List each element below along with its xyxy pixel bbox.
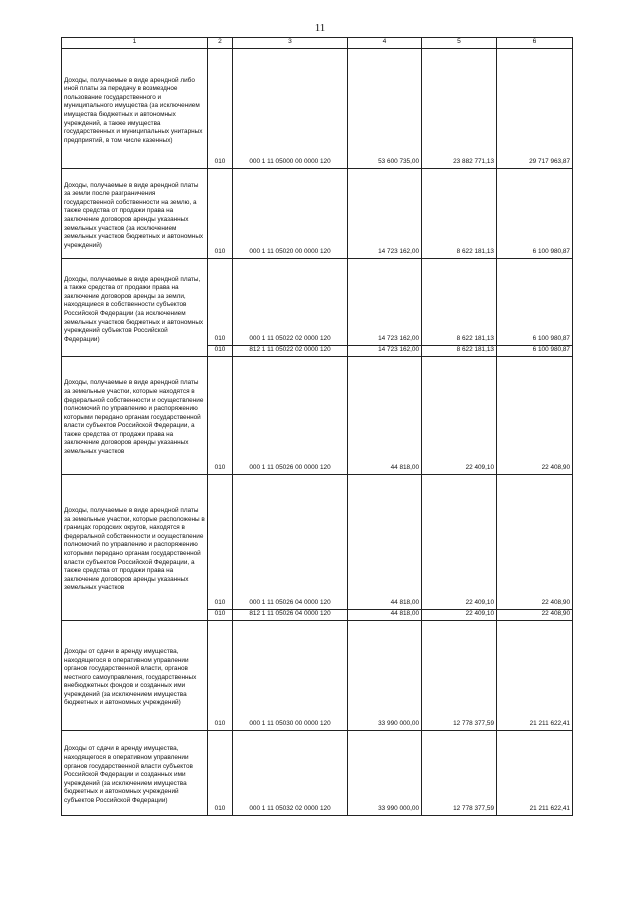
approved-amount: 14 723 162,00	[348, 169, 422, 259]
executed-amount: 8 622 181,13	[422, 259, 497, 346]
approved-amount: 33 990 000,00	[348, 621, 422, 731]
unexecuted-amount: 6 100 980,87	[497, 346, 573, 357]
line-code: 010	[208, 259, 233, 346]
approved-amount: 44 818,00	[348, 357, 422, 475]
approved-amount: 14 723 162,00	[348, 259, 422, 346]
budget-classification-code: 812 1 11 05022 02 0000 120	[233, 346, 348, 357]
header-row	[62, 38, 573, 49]
approved-amount: 53 600 735,00	[348, 49, 422, 169]
table-row	[62, 731, 573, 816]
table-row	[62, 259, 573, 346]
approved-amount: 44 818,00	[348, 475, 422, 610]
table-row	[62, 475, 573, 610]
row-description: Доходы, получаемые в виде арендной платы за земельные участки, которые находятся в федеральной собственности и осуществление полномочий по управлению и распоряжению которыми передано органам государственной власти субъектов Российской Федерации, а также средства от продажи права на заключение договоров аренды указанных земельных участков	[62, 357, 208, 475]
budget-classification-code: 000 1 11 05026 00 0000 120	[233, 357, 348, 475]
executed-amount: 8 622 181,13	[422, 346, 497, 357]
row-description: Доходы, получаемые в виде арендной либо иной платы за передачу в возмездное пользование государственного и муниципального имущества (за исключением имущества бюджетных и автономных учреждений, а также имущества государственных и муниципальных унитарных предприятий, в том числе казенных)	[62, 49, 208, 169]
line-code: 010	[208, 169, 233, 259]
budget-classification-code: 000 1 11 05020 00 0000 120	[233, 169, 348, 259]
table-row	[62, 49, 573, 169]
unexecuted-amount: 21 211 622,41	[497, 621, 573, 731]
column-header-6: 6	[497, 38, 573, 49]
column-header-5: 5	[422, 38, 497, 49]
budget-classification-code: 000 1 11 05000 00 0000 120	[233, 49, 348, 169]
column-header-3: 3	[233, 38, 348, 49]
executed-amount: 22 409,10	[422, 475, 497, 610]
table-row	[62, 357, 573, 475]
unexecuted-amount: 6 100 980,87	[497, 169, 573, 259]
executed-amount: 12 778 377,59	[422, 731, 497, 816]
budget-classification-code: 000 1 11 05026 04 0000 120	[233, 475, 348, 610]
line-code: 010	[208, 621, 233, 731]
executed-amount: 12 778 377,59	[422, 621, 497, 731]
unexecuted-amount: 22 408,90	[497, 475, 573, 610]
budget-classification-code: 000 1 11 05022 02 0000 120	[233, 259, 348, 346]
budget-classification-code: 000 1 11 05032 02 0000 120	[233, 731, 348, 816]
row-description: Доходы от сдачи в аренду имущества, находящегося в оперативном управлении органов государственной власти, органов местного самоуправления, государственных внебюджетных фондов и созданных ими учреждений (за исключением имущества бюджетных и автономных учреждений)	[62, 621, 208, 731]
approved-amount: 33 990 000,00	[348, 731, 422, 816]
executed-amount: 22 409,10	[422, 610, 497, 621]
line-code: 010	[208, 475, 233, 610]
line-code: 010	[208, 731, 233, 816]
executed-amount: 23 882 771,13	[422, 49, 497, 169]
table-row	[62, 621, 573, 731]
revenue-table	[61, 37, 573, 816]
budget-classification-code: 812 1 11 05026 04 0000 120	[233, 610, 348, 621]
unexecuted-amount: 6 100 980,87	[497, 259, 573, 346]
table-row	[62, 169, 573, 259]
budget-classification-code: 000 1 11 05030 00 0000 120	[233, 621, 348, 731]
line-code: 010	[208, 346, 233, 357]
row-description: Доходы от сдачи в аренду имущества, находящегося в оперативном управлении органов государственной власти субъектов Российской Федерации и созданных ими учреждений (за исключением имущества бюджетных и автономных учреждений субъектов Российской Федерации)	[62, 731, 208, 816]
line-code: 010	[208, 49, 233, 169]
column-header-4: 4	[348, 38, 422, 49]
unexecuted-amount: 21 211 622,41	[497, 731, 573, 816]
page-number: 11	[314, 22, 326, 34]
column-header-1: 1	[62, 38, 208, 49]
column-header-2: 2	[208, 38, 233, 49]
executed-amount: 22 409,10	[422, 357, 497, 475]
row-description: Доходы, получаемые в виде арендной платы за земли после разграничения государственной собственности на землю, а также средства от продажи права на заключение договоров аренды указанных земельных участков (за исключением земельных участков бюджетных и автономных учреждений)	[62, 169, 208, 259]
row-description: Доходы, получаемые в виде арендной платы за земельные участки, которые расположены в границах городских округов, находятся в федеральной собственности и осуществление полномочий по управлению и распоряжению которыми передано органам государственной власти субъектов Российской Федерации, а также средства от продажи права на заключение договоров аренды указанных земельных участков	[62, 475, 208, 621]
row-description: Доходы, получаемые в виде арендной платы, а также средства от продажи права на заключение договоров аренды за земли, находящиеся в собственности субъектов Российской Федерации (за исключением земельных участков бюджетных и автономных учреждений субъектов Российской Федерации)	[62, 259, 208, 357]
table-body	[62, 49, 573, 816]
approved-amount: 44 818,00	[348, 610, 422, 621]
unexecuted-amount: 22 408,90	[497, 610, 573, 621]
executed-amount: 8 622 181,13	[422, 169, 497, 259]
line-code: 010	[208, 357, 233, 475]
unexecuted-amount: 22 408,90	[497, 357, 573, 475]
unexecuted-amount: 29 717 963,87	[497, 49, 573, 169]
line-code: 010	[208, 610, 233, 621]
approved-amount: 14 723 162,00	[348, 346, 422, 357]
